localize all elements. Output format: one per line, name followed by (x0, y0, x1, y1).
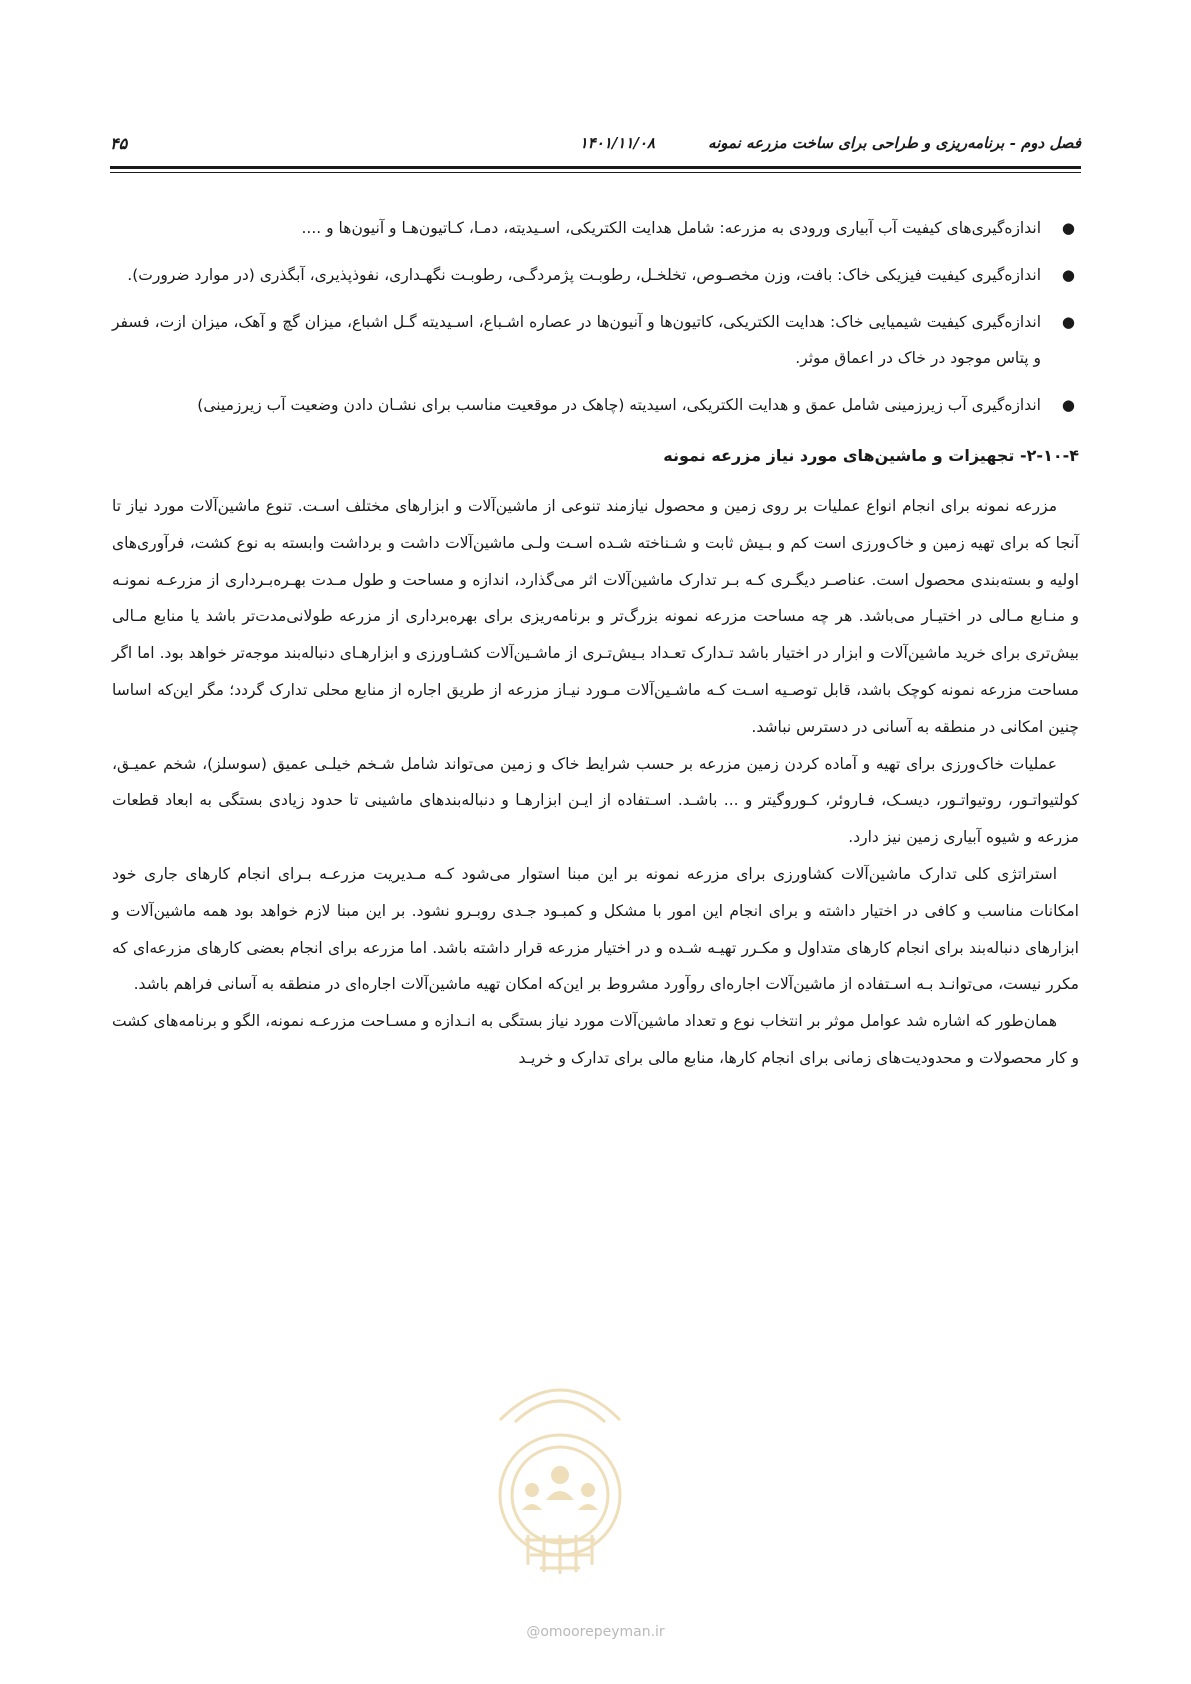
chapter-title: فصل دوم - برنامه‌ریزی و طراحی برای ساخت مزرعه نمونه (708, 134, 1081, 152)
bullet-item (112, 304, 1079, 376)
bullet-item (112, 387, 1079, 423)
header-date: ۱۴۰۱/۱۱/۰۸ (579, 134, 655, 152)
bullet-icon: ● (1061, 219, 1075, 237)
section-heading: ۲-۱۰-۴- تجهیزات و ماشین‌های مورد نیاز مزرعه نمونه (663, 446, 1079, 465)
bullet-text: اندازه‌گیری کیفیت فیزیکی خاک: بافت، وزن مخصـوص، تخلخـل، رطوبـت پژمردگـی، رطوبـت نگهـداری، نفوذپذیری، آبگذری (در موارد ضرورت). (127, 266, 1041, 284)
paragraph: همان‌طور که اشاره شد عوامل موثر بر انتخاب نوع و تعداد ماشین‌آلات مورد نیاز بستگی به انـدازه و مسـاحت مزرعـه نمونه، الگو و برنامه‌های کشت و کار محصولات و محدودیت‌های زمانی برای انجام کارها، منابع مالی برای تدارک و خریـد (112, 1012, 1079, 1067)
bullet-item (112, 210, 1079, 246)
bullet-text: اندازه‌گیری آب زیرزمینی شامل عمق و هدایت الکتریکی، اسیدیته (چاهک در موقعیت مناسب برای نشـان دادن وضعیت آب زیرزمینی) (197, 396, 1041, 414)
paragraph: استراتژی کلی تدارک ماشین‌آلات کشاورزی برای مزرعه نمونه بر این مبنا استوار می‌شود کـه مـدیریت مزرعـه بـرای انجام کارهای جاری خود امکانات مناسب و کافی در اختیار داشته و برای انجام این امور با مشکل و کمبـود جـدی روبـرو نشود. بر این مبنا لازم خواهد بود همه ماشین‌آلات و ابزارهای دنباله‌بند برای انجام کارهای متداول و مکـرر تهیـه شـده و در اختیار مزرعه قرار داشته باشد. اما مزرعه برای انجام بعضی کارهای مزرعه‌ای که مکرر نیست، می‌توانـد بـه اسـتفاده از ماشین‌آلات اجاره‌ای روآورد مشروط بر این‌که امکان تهیه ماشین‌آلات اجاره‌ای در منطقه به آسانی فراهم باشد. (112, 864, 1079, 994)
bullet-list (112, 210, 1079, 423)
header-rule-thin (110, 172, 1081, 173)
emblem-icon (470, 1350, 650, 1580)
bullet-icon: ● (1061, 266, 1075, 284)
page-header (110, 128, 1081, 168)
paragraph: مزرعه نمونه برای انجام انواع عملیات بر روی زمین و محصول نیازمند تنوعی از ماشین‌آلات و ابزارهای مختلف اسـت. تنوع ماشین‌آلات مورد نیاز تا آنجا که برای تهیه زمین و خاک‌ورزی است کم و بـیش ثابت و شـناخته شـده اسـت ولـی ماشین‌آلات داشت و برداشت وابسته به نوع کشت، فرآوری‌های اولیه و بسته‌بندی محصول است. عناصـر دیگـری کـه بـر تدارک ماشین‌آلات اثر می‌گذارد، اندازه و مساحت و طول مـدت بهـره‌بـرداری از مزرعـه نمونـه و منـابع مـالی در اختیـار می‌باشد. هر چه مساحت مزرعه نمونه بزرگ‌تر و برنامه‌ریزی برای بهره‌برداری از مزرعه طولانی‌مدت‌تر باشد یا منابع مـالی بیش‌تری برای خرید ماشین‌آلات و ابزار در اختیار باشد تـدارک تعـداد بـیش‌تـری از ماشـین‌آلات کشـاورزی و ابزارهـای دنباله‌بند موجه‌تر خواهد بود. اما اگر مساحت مزرعه نمونه کوچک باشد، قابل توصـیه اسـت کـه ماشـین‌آلات مـورد نیـاز مزرعه از طریق اجاره از منابع محلی تدارک گردد؛ مگر این‌که اساسا چنین امکانی در منطقه به آسانی در دسترس نباشد. (112, 497, 1079, 736)
bullet-text: اندازه‌گیری کیفیت شیمیایی خاک: هدایت الکتریکی، کاتیون‌ها و آنیون‌ها در عصاره اشـباع، اسـیدیته گـل اشباع، میزان گچ و آهک، میزان ازت، فسفر و پتاس موجود در خاک در اعماق موثر. (112, 313, 1041, 367)
paragraph: عملیات خاک‌ورزی برای تهیه و آماده کردن زمین مزرعه بر حسب شرایط خاک و زمین می‌تواند شامل شـخم خیلـی عمیق (سوسلز)، شخم عمیـق، کولتیواتـور، روتیواتـور، دیسـک، فـاروئر، کـوروگیتر و ... باشـد. اسـتفاده از ایـن ابزارهـا و دنباله‌بندهای ماشینی تا حدود زیادی بستگی به ابعاد قطعات مزرعه و شیوه آبیاری زمین نیز دارد. (112, 754, 1079, 847)
bullet-icon: ● (1061, 313, 1075, 331)
watermark-caption: @omoorepeyman.ir (526, 1624, 665, 1640)
bullet-item (112, 257, 1079, 293)
bullet-text: اندازه‌گیری‌های کیفیت آب آبیاری ورودی به مزرعه: شامل هدایت الکتریکی، اسـیدیته، دمـا، کـاتیون‌هـا و آنیون‌ها و .... (301, 219, 1041, 237)
bullet-icon: ● (1061, 396, 1075, 414)
page-number: ۴۵ (110, 134, 128, 153)
page-content (112, 210, 1079, 1077)
header-rule-thick (110, 166, 1081, 169)
